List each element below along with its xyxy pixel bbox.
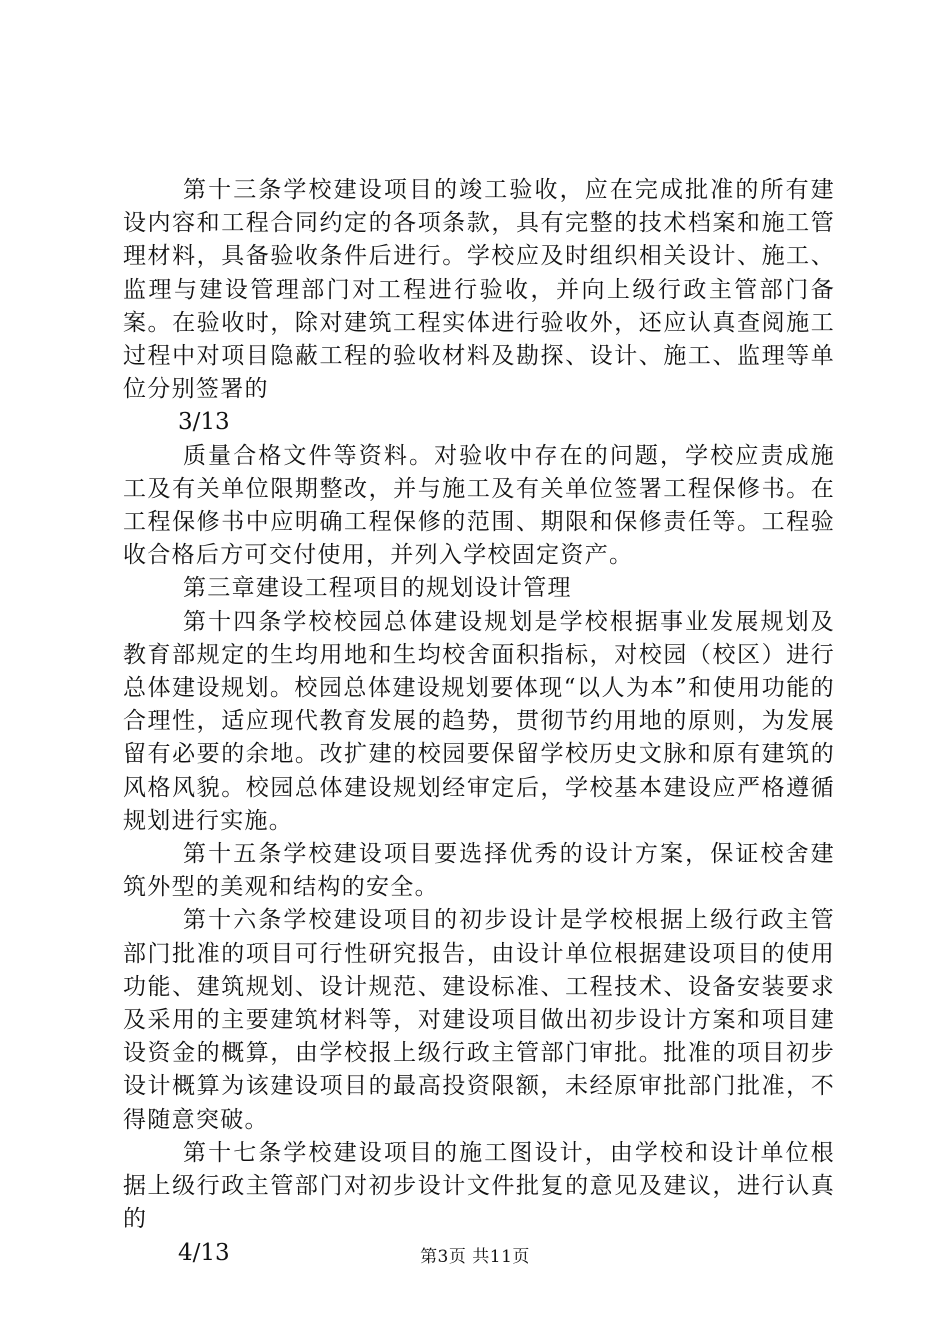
- article-13-continuation-paragraph: 质量合格文件等资料。对验收中存在的问题，学校应责成施工及有关单位限期整改，并与施工及有关单位签署工程保修书。在工程保修书中应明确工程保修的范围、期限和保修责任等。工程验收合格后方可交付使用，并列入学校固定资产。: [123, 442, 835, 569]
- page-footer: 第3页 共11页: [420, 1247, 530, 1267]
- inline-page-marker: 4/13: [178, 1239, 230, 1266]
- article-16-paragraph: 第十六条学校建设项目的初步设计是学校根据上级行政主管部门批准的项目可行性研究报告，由设计单位根据建设项目的使用功能、建筑规划、设计规范、建设标准、工程技术、设备安装要求及采用的主要建筑材料等，对建设项目做出初步设计方案和项目建设资金的概算，由学校报上级行政主管部门审批。批准的项目初步设计概算为该建设项目的最高投资限额，未经原审批部门批准，不得随意突破。: [123, 907, 835, 1133]
- chapter-heading: 第三章建设工程项目的规划设计管理: [183, 575, 572, 602]
- article-15-paragraph: 第十五条学校建设项目要选择优秀的设计方案，保证校舍建筑外型的美观和结构的安全。: [123, 841, 835, 901]
- document-body: [123, 174, 835, 1270]
- article-17-paragraph: 第十七条学校建设项目的施工图设计，由学校和设计单位根据上级行政主管部门对初步设计文件批复的意见及建议，进行认真的: [123, 1139, 835, 1233]
- inline-page-marker: 3/13: [178, 409, 230, 436]
- article-14-paragraph: 第十四条学校校园总体建设规划是学校根据事业发展规划及教育部规定的生均用地和生均校舍面积指标，对校园（校区）进行总体建设规划。校园总体建设规划要体现“以人为本”和使用功能的合理性，适应现代教育发展的趋势，贯彻节约用地的原则，为发展留有必要的余地。改扩建的校园要保留学校历史文脉和原有建筑的风格风貌。校园总体建设规划经审定后，学校基本建设应严格遵循规划进行实施。: [123, 608, 835, 834]
- article-13-paragraph: 第十三条学校建设项目的竣工验收，应在完成批准的所有建设内容和工程合同约定的各项条款，具有完整的技术档案和施工管理材料，具备验收条件后进行。学校应及时组织相关设计、施工、监理与建设管理部门对工程进行验收，并向上级行政主管部门备案。在验收时，除对建筑工程实体进行验收外，还应认真查阅施工过程中对项目隐蔽工程的验收材料及勘探、设计、施工、监理等单位分别签署的: [123, 177, 835, 403]
